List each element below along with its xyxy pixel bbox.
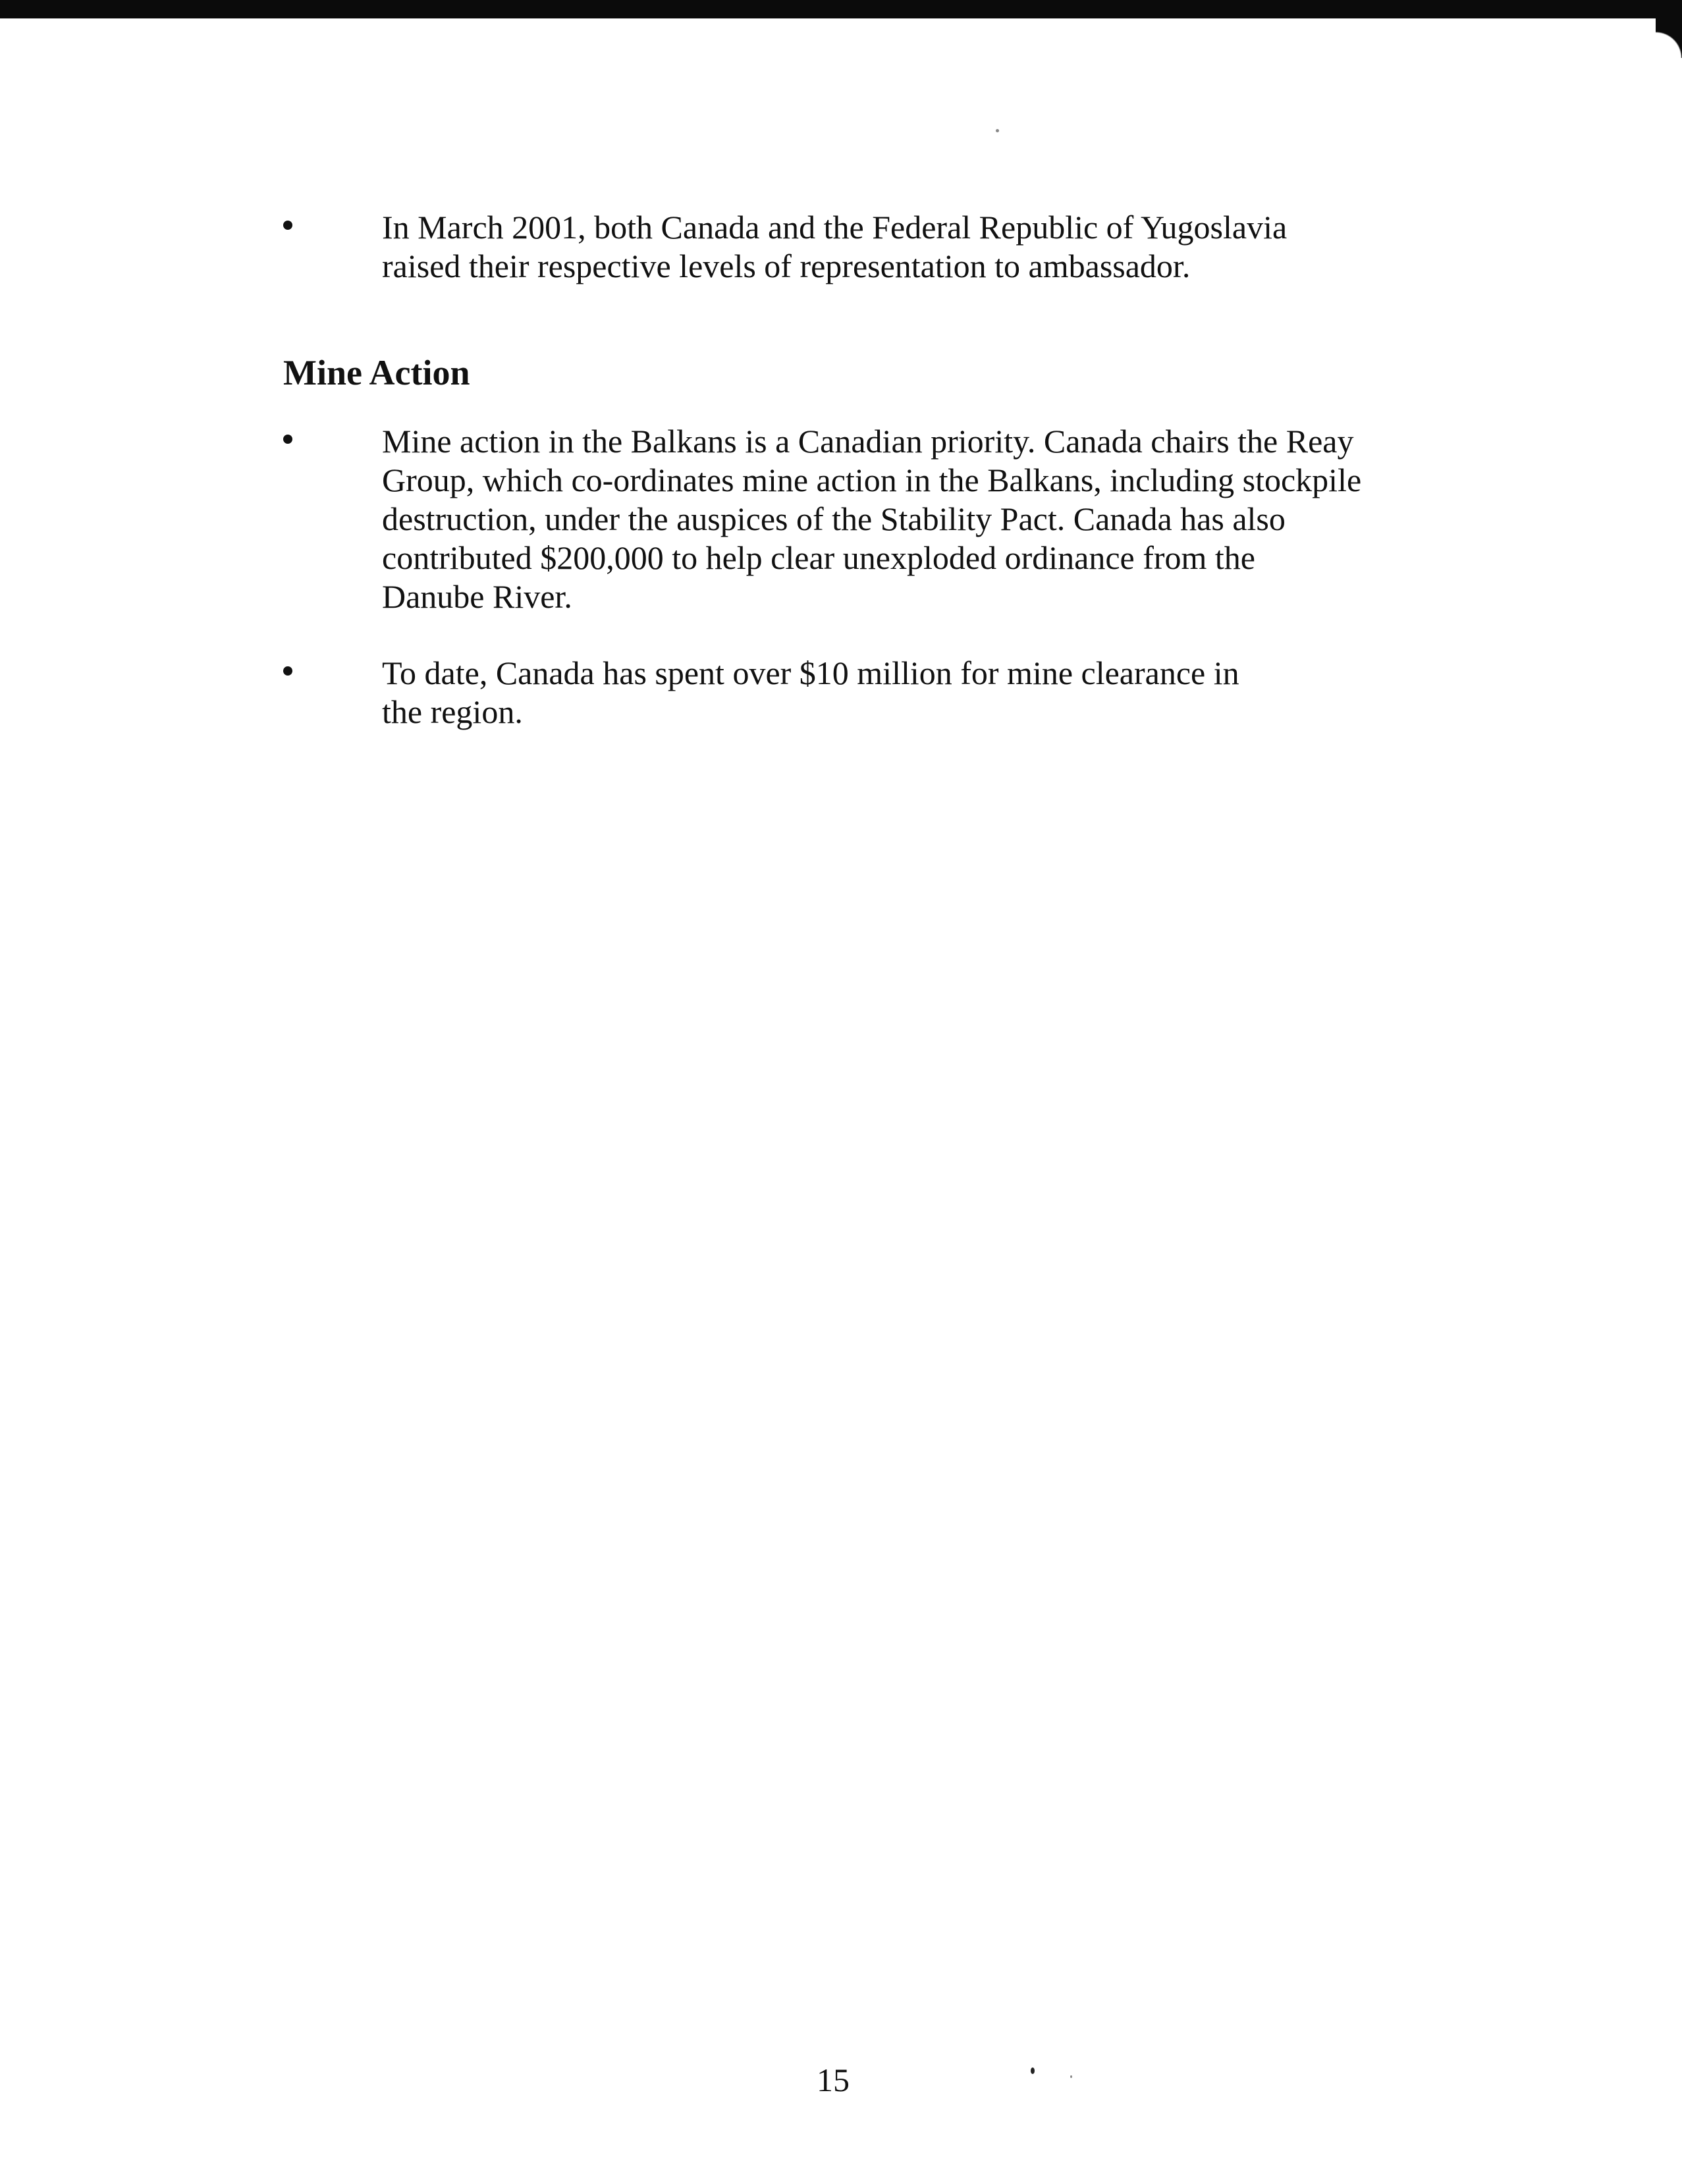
section-heading: Mine Action <box>283 353 470 392</box>
scan-speck <box>1070 2075 1072 2078</box>
text-line: Group, which co-ordinates mine action in the Balkans, including stockpile <box>382 462 1362 498</box>
bullet-marker <box>283 666 292 676</box>
text-line: contributed $200,000 to help clear unexploded ordinance from the <box>382 539 1255 576</box>
bullet-marker <box>283 435 292 444</box>
scan-corner-shadow <box>1656 18 1682 58</box>
text-line: Mine action in the Balkans is a Canadian priority. Canada chairs the Reay <box>382 423 1354 460</box>
text-line: To date, Canada has spent over $10 million for mine clearance in <box>382 654 1239 691</box>
bullet-text <box>382 208 1409 286</box>
text-line: In March 2001, both Canada and the Federal Republic of Yugoslavia <box>382 209 1288 246</box>
scan-speck <box>996 129 999 132</box>
bullet-text <box>382 654 1409 732</box>
scan-top-border <box>0 0 1682 18</box>
scan-speck <box>1031 2067 1035 2074</box>
text-line: the region. <box>382 693 523 730</box>
text-line: raised their respective levels of representation to ambassador. <box>382 248 1191 284</box>
page-number: 15 <box>817 2062 850 2098</box>
bullet-text <box>382 422 1409 616</box>
bullet-marker <box>283 221 292 230</box>
text-line: destruction, under the auspices of the Stability Pact. Canada has also <box>382 500 1286 537</box>
text-line: Danube River. <box>382 578 572 615</box>
